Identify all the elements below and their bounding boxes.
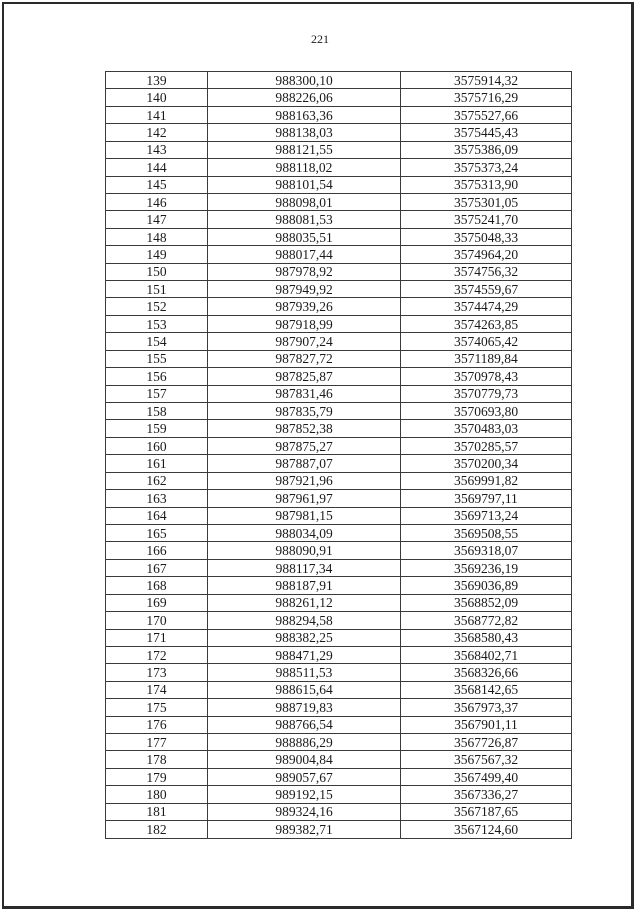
table-row [106, 559, 572, 576]
y-coordinate-cell: 3570779,73 [401, 385, 572, 402]
y-coordinate-cell: 3575445,43 [401, 124, 572, 141]
x-coordinate-cell: 988719,83 [208, 699, 401, 716]
x-coordinate-cell: 987981,15 [208, 507, 401, 524]
table-row [106, 350, 572, 367]
x-coordinate-cell: 988118,02 [208, 159, 401, 176]
point-number-cell: 168 [106, 577, 208, 594]
y-coordinate-cell: 3575527,66 [401, 106, 572, 123]
point-number-cell: 161 [106, 455, 208, 472]
point-number-cell: 169 [106, 594, 208, 611]
table-row [106, 228, 572, 245]
y-coordinate-cell: 3569991,82 [401, 472, 572, 489]
y-coordinate-cell: 3574263,85 [401, 315, 572, 332]
x-coordinate-cell: 989004,84 [208, 751, 401, 768]
y-coordinate-cell: 3568852,09 [401, 594, 572, 611]
y-coordinate-cell: 3567336,27 [401, 786, 572, 803]
y-coordinate-cell: 3567124,60 [401, 821, 572, 838]
point-number-cell: 165 [106, 524, 208, 541]
y-coordinate-cell: 3568142,65 [401, 681, 572, 698]
table-row [106, 281, 572, 298]
table-row [106, 368, 572, 385]
y-coordinate-cell: 3574065,42 [401, 333, 572, 350]
point-number-cell: 146 [106, 193, 208, 210]
x-coordinate-cell: 988121,55 [208, 141, 401, 158]
point-number-cell: 167 [106, 559, 208, 576]
table-row [106, 699, 572, 716]
y-coordinate-cell: 3569508,55 [401, 524, 572, 541]
table-row [106, 211, 572, 228]
y-coordinate-cell: 3570483,03 [401, 420, 572, 437]
x-coordinate-cell: 987978,92 [208, 263, 401, 280]
y-coordinate-cell: 3575301,05 [401, 193, 572, 210]
x-coordinate-cell: 987918,99 [208, 315, 401, 332]
point-number-cell: 179 [106, 768, 208, 785]
y-coordinate-cell: 3574964,20 [401, 246, 572, 263]
point-number-cell: 152 [106, 298, 208, 315]
point-number-cell: 166 [106, 542, 208, 559]
y-coordinate-cell: 3570693,80 [401, 403, 572, 420]
table-row [106, 577, 572, 594]
point-number-cell: 164 [106, 507, 208, 524]
x-coordinate-cell: 988226,06 [208, 89, 401, 106]
point-number-cell: 150 [106, 263, 208, 280]
x-coordinate-cell: 988382,25 [208, 629, 401, 646]
point-number-cell: 147 [106, 211, 208, 228]
point-number-cell: 174 [106, 681, 208, 698]
table-row [106, 420, 572, 437]
x-coordinate-cell: 987827,72 [208, 350, 401, 367]
x-coordinate-cell: 988138,03 [208, 124, 401, 141]
point-number-cell: 155 [106, 350, 208, 367]
x-coordinate-cell: 988098,01 [208, 193, 401, 210]
x-coordinate-cell: 988300,10 [208, 72, 401, 89]
table-row [106, 490, 572, 507]
point-number-cell: 175 [106, 699, 208, 716]
y-coordinate-cell: 3575313,90 [401, 176, 572, 193]
table-row [106, 542, 572, 559]
x-coordinate-cell: 988886,29 [208, 734, 401, 751]
y-coordinate-cell: 3567567,32 [401, 751, 572, 768]
coordinates-table-body [106, 72, 572, 839]
x-coordinate-cell: 988101,54 [208, 176, 401, 193]
point-number-cell: 159 [106, 420, 208, 437]
x-coordinate-cell: 988163,36 [208, 106, 401, 123]
y-coordinate-cell: 3575716,29 [401, 89, 572, 106]
coordinates-table [105, 71, 572, 839]
y-coordinate-cell: 3570200,34 [401, 455, 572, 472]
table-row [106, 734, 572, 751]
y-coordinate-cell: 3574756,32 [401, 263, 572, 280]
point-number-cell: 154 [106, 333, 208, 350]
y-coordinate-cell: 3570978,43 [401, 368, 572, 385]
table-row [106, 89, 572, 106]
x-coordinate-cell: 987887,07 [208, 455, 401, 472]
table-row [106, 786, 572, 803]
table-row [106, 472, 572, 489]
table-row [106, 507, 572, 524]
y-coordinate-cell: 3567499,40 [401, 768, 572, 785]
x-coordinate-cell: 987852,38 [208, 420, 401, 437]
table-row [106, 159, 572, 176]
point-number-cell: 153 [106, 315, 208, 332]
x-coordinate-cell: 989382,71 [208, 821, 401, 838]
table-row [106, 141, 572, 158]
y-coordinate-cell: 3569318,07 [401, 542, 572, 559]
point-number-cell: 160 [106, 437, 208, 454]
point-number-cell: 158 [106, 403, 208, 420]
point-number-cell: 157 [106, 385, 208, 402]
y-coordinate-cell: 3570285,57 [401, 437, 572, 454]
point-number-cell: 139 [106, 72, 208, 89]
table-row [106, 751, 572, 768]
table-row [106, 455, 572, 472]
y-coordinate-cell: 3568772,82 [401, 612, 572, 629]
x-coordinate-cell: 987921,96 [208, 472, 401, 489]
table-row [106, 803, 572, 820]
x-coordinate-cell: 987949,92 [208, 281, 401, 298]
point-number-cell: 151 [106, 281, 208, 298]
table-row [106, 681, 572, 698]
y-coordinate-cell: 3571189,84 [401, 350, 572, 367]
y-coordinate-cell: 3567901,11 [401, 716, 572, 733]
table-row [106, 403, 572, 420]
y-coordinate-cell: 3575373,24 [401, 159, 572, 176]
x-coordinate-cell: 988090,91 [208, 542, 401, 559]
y-coordinate-cell: 3569713,24 [401, 507, 572, 524]
x-coordinate-cell: 989192,15 [208, 786, 401, 803]
table-row [106, 664, 572, 681]
x-coordinate-cell: 987907,24 [208, 333, 401, 350]
point-number-cell: 182 [106, 821, 208, 838]
y-coordinate-cell: 3575241,70 [401, 211, 572, 228]
point-number-cell: 178 [106, 751, 208, 768]
table-row [106, 524, 572, 541]
x-coordinate-cell: 989324,16 [208, 803, 401, 820]
page-number: 221 [311, 32, 329, 46]
point-number-cell: 143 [106, 141, 208, 158]
x-coordinate-cell: 988261,12 [208, 594, 401, 611]
table-row [106, 124, 572, 141]
point-number-cell: 180 [106, 786, 208, 803]
x-coordinate-cell: 988035,51 [208, 228, 401, 245]
table-row [106, 821, 572, 838]
y-coordinate-cell: 3567973,37 [401, 699, 572, 716]
point-number-cell: 181 [106, 803, 208, 820]
point-number-cell: 171 [106, 629, 208, 646]
x-coordinate-cell: 987831,46 [208, 385, 401, 402]
table-row [106, 333, 572, 350]
y-coordinate-cell: 3569036,89 [401, 577, 572, 594]
x-coordinate-cell: 988117,34 [208, 559, 401, 576]
table-row [106, 594, 572, 611]
y-coordinate-cell: 3568326,66 [401, 664, 572, 681]
x-coordinate-cell: 987875,27 [208, 437, 401, 454]
point-number-cell: 172 [106, 646, 208, 663]
y-coordinate-cell: 3568580,43 [401, 629, 572, 646]
x-coordinate-cell: 988615,64 [208, 681, 401, 698]
table-row [106, 629, 572, 646]
y-coordinate-cell: 3567726,87 [401, 734, 572, 751]
point-number-cell: 140 [106, 89, 208, 106]
table-row [106, 193, 572, 210]
table-row [106, 106, 572, 123]
y-coordinate-cell: 3574474,29 [401, 298, 572, 315]
point-number-cell: 145 [106, 176, 208, 193]
point-number-cell: 144 [106, 159, 208, 176]
point-number-cell: 148 [106, 228, 208, 245]
x-coordinate-cell: 987939,26 [208, 298, 401, 315]
x-coordinate-cell: 988766,54 [208, 716, 401, 733]
y-coordinate-cell: 3569797,11 [401, 490, 572, 507]
y-coordinate-cell: 3568402,71 [401, 646, 572, 663]
point-number-cell: 142 [106, 124, 208, 141]
x-coordinate-cell: 989057,67 [208, 768, 401, 785]
x-coordinate-cell: 988017,44 [208, 246, 401, 263]
table-row [106, 263, 572, 280]
point-number-cell: 162 [106, 472, 208, 489]
x-coordinate-cell: 988034,09 [208, 524, 401, 541]
table-row [106, 437, 572, 454]
table-row [106, 716, 572, 733]
y-coordinate-cell: 3569236,19 [401, 559, 572, 576]
table-row [106, 612, 572, 629]
x-coordinate-cell: 988471,29 [208, 646, 401, 663]
point-number-cell: 156 [106, 368, 208, 385]
y-coordinate-cell: 3574559,67 [401, 281, 572, 298]
point-number-cell: 177 [106, 734, 208, 751]
table-row [106, 385, 572, 402]
table-row [106, 298, 572, 315]
point-number-cell: 163 [106, 490, 208, 507]
x-coordinate-cell: 987825,87 [208, 368, 401, 385]
table-row [106, 72, 572, 89]
table-row [106, 646, 572, 663]
x-coordinate-cell: 988511,53 [208, 664, 401, 681]
x-coordinate-cell: 987961,97 [208, 490, 401, 507]
point-number-cell: 176 [106, 716, 208, 733]
x-coordinate-cell: 987835,79 [208, 403, 401, 420]
x-coordinate-cell: 988081,53 [208, 211, 401, 228]
x-coordinate-cell: 988294,58 [208, 612, 401, 629]
point-number-cell: 149 [106, 246, 208, 263]
table-row [106, 315, 572, 332]
point-number-cell: 173 [106, 664, 208, 681]
y-coordinate-cell: 3567187,65 [401, 803, 572, 820]
table-row [106, 176, 572, 193]
y-coordinate-cell: 3575386,09 [401, 141, 572, 158]
y-coordinate-cell: 3575048,33 [401, 228, 572, 245]
table-row [106, 246, 572, 263]
x-coordinate-cell: 988187,91 [208, 577, 401, 594]
y-coordinate-cell: 3575914,32 [401, 72, 572, 89]
table-row [106, 768, 572, 785]
point-number-cell: 141 [106, 106, 208, 123]
point-number-cell: 170 [106, 612, 208, 629]
